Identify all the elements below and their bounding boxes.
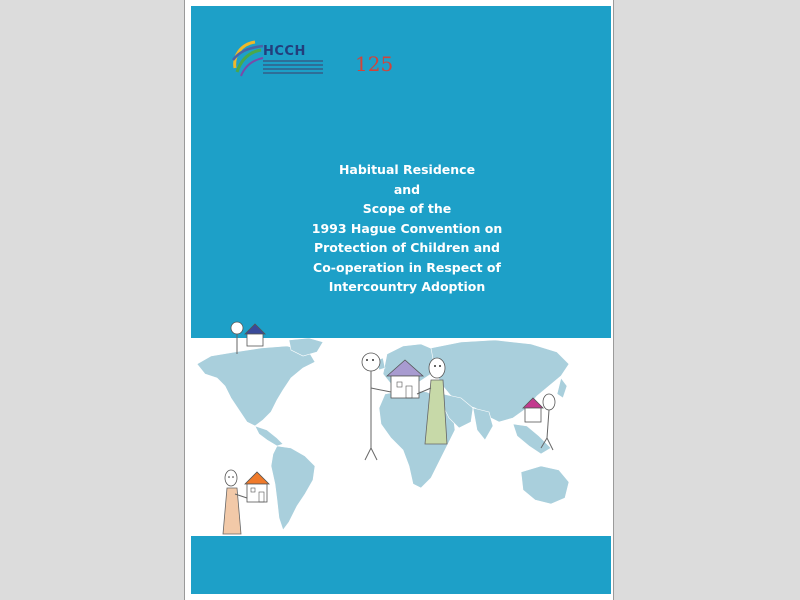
australia-shape — [521, 466, 569, 504]
logo-area — [231, 38, 394, 86]
world-map-illustration — [191, 338, 611, 536]
title-line: Protection of Children and — [313, 240, 501, 255]
hcch-logo-text: HCCH — [263, 44, 306, 59]
title-line: 1993 Hague Convention on — [311, 220, 503, 236]
cover-top-band — [191, 6, 611, 338]
logo-tagline-lines — [263, 60, 323, 76]
figure-with-blue-house-icon — [229, 318, 269, 358]
north-america-shape — [197, 346, 315, 426]
title-line: Scope of the — [362, 201, 452, 216]
title-line: Habitual Residence — [338, 162, 476, 177]
cover-bottom-band — [191, 536, 611, 594]
cover-title — [197, 160, 617, 297]
figure-with-orange-house-icon — [223, 470, 269, 534]
southeast-asia-shape — [513, 424, 551, 454]
central-america-shape — [255, 426, 283, 446]
hcch-swoosh-icon — [231, 38, 265, 78]
south-america-shape — [271, 446, 315, 530]
title-line: Co-operation in Respect of — [313, 259, 501, 275]
japan-shape — [557, 378, 567, 398]
document-page — [184, 0, 614, 600]
title-line: Intercountry Adoption — [328, 279, 486, 294]
title-line: and — [393, 181, 421, 197]
anniversary-logo-text: 125 — [355, 52, 394, 76]
